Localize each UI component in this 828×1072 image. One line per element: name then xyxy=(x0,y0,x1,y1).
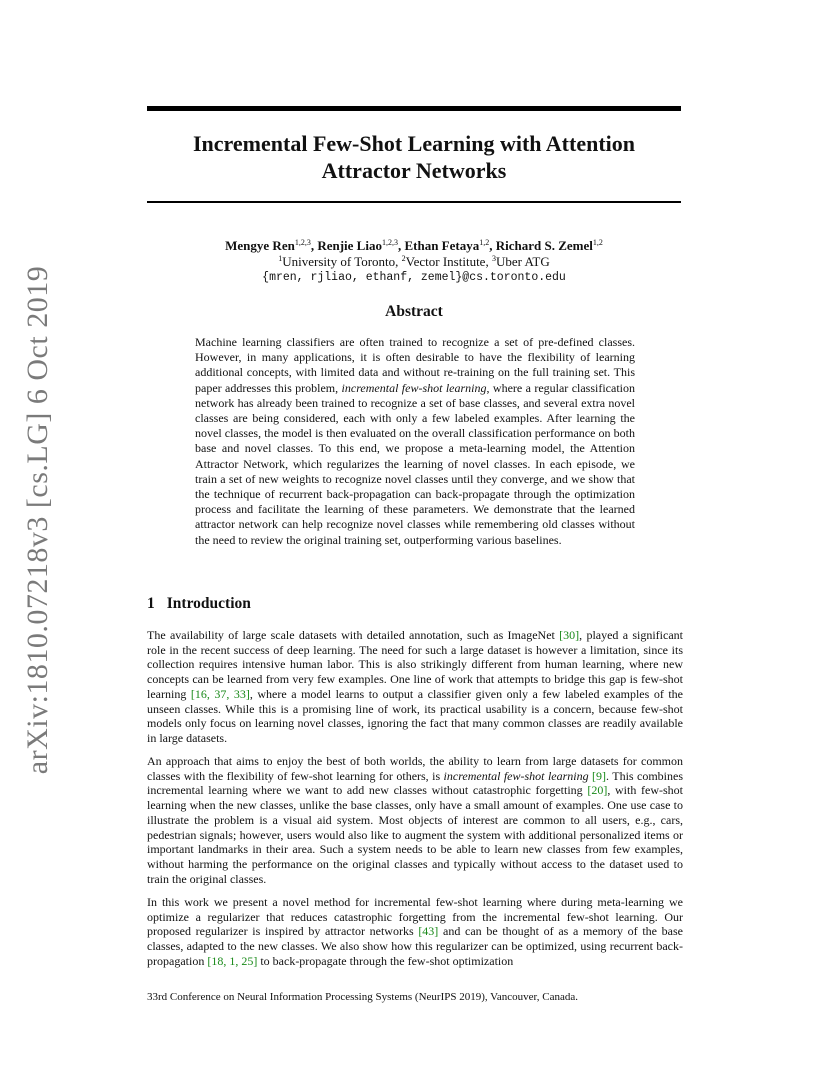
abstract-text xyxy=(195,335,635,548)
paragraph-emphasis: incremental few-shot learning xyxy=(443,768,589,783)
affiliations xyxy=(147,254,681,270)
citation-link[interactable]: [16, 37, 33] xyxy=(190,686,250,701)
title-line-1: Incremental Few-Shot Learning with Attention xyxy=(192,131,636,156)
paragraph-text: , where a model learns to output a classifier given only a few labeled examples of the unseen classes. While this is a promising line of work, its practical usability is a concern, because few-shot models only focus on learning novel classes, ignoring the fact that many common classes are readily available in large datasets. xyxy=(147,686,683,745)
section-heading-introduction xyxy=(147,595,251,613)
abstract-text-part: Machine learning classifiers are often trained to recognize a set of pre-defined classes. However, in many applications, it is often desirable to have the flexibility of learning additional concepts, with limited data and without re-training on the full training set. This paper addresses this problem, xyxy=(195,335,635,395)
author-name: Mengye Ren xyxy=(225,238,295,253)
paragraph-text: The availability of large scale datasets with detailed annotation, such as ImageNet xyxy=(147,628,560,642)
author-affiliation-marks: 1,2,3 xyxy=(381,238,398,247)
abstract-heading: Abstract xyxy=(385,303,443,320)
affiliation: Uber ATG xyxy=(495,254,550,269)
citation-link[interactable]: [43] xyxy=(418,924,439,939)
paragraph-text: , played a significant role in the recent success of deep learning. The need for such a large dataset is however a limitation, since its collection requires intensive human labor. This is also strikingly different from human learning, where new concepts can be learned from very few examples. One line of work that attempts to bridge this gap is few-shot learning xyxy=(147,628,684,701)
section-number: 1 xyxy=(147,595,155,612)
author-block xyxy=(147,238,681,286)
citation-link[interactable]: [18, 1, 25] xyxy=(207,953,258,968)
author-names: Mengye Ren$^{1,2,3}$, Renjie Liao$^{1,2,3}$, Ethan Fetaya$^{1,2}$, Richard S. Zemel$^{1,2}$ xyxy=(225,238,603,253)
intro-paragraph-1 xyxy=(147,628,683,746)
author-name: Renjie Liao xyxy=(317,238,382,253)
paragraph-text: and can be thought of as a memory of the base classes, adapted to the new classes. We also show how this regularizer can be optimized, using recurrent back-propagation xyxy=(147,924,683,968)
author-name: Ethan Fetaya xyxy=(404,238,480,253)
paragraph-text: to back-propagate through the few-shot optimization xyxy=(257,953,514,968)
citation-link[interactable]: [9] xyxy=(592,768,607,783)
intro-paragraph-3 xyxy=(147,895,683,969)
title-rule xyxy=(147,201,681,203)
affiliation-mark: 1 xyxy=(278,254,283,263)
author-name: Richard S. Zemel xyxy=(495,238,593,253)
citation-link[interactable]: [30] xyxy=(559,628,580,642)
top-rule xyxy=(147,106,681,111)
abstract-emphasis: incremental few-shot learning xyxy=(341,380,487,395)
affiliation: University of Toronto, xyxy=(282,254,402,269)
author-affiliation-marks: 1,2 xyxy=(592,238,603,247)
paragraph-text: In this work we present a novel method for incremental few-shot learning where during meta-learning we optimize a regularizer that reduces catastrophic forgetting from the incremental few-shot learning. Our proposed regularizer is inspired by attractor networks xyxy=(147,895,683,939)
paragraph-text: , with few-shot learning when the new classes, unlike the base classes, only have a small amount of examples. One use case to illustrate the problem is a visual aid system. Most objects of interest are common to all users, e.g., cars, pedestrian signals; however, users would also like to augment the system with additional personalized items or important landmarks in their area. Such a system needs to be able to learn new classes from few examples, without harming the performance on the original classes and typically without access to the dataset used to train the original classes. xyxy=(147,783,683,886)
paragraph-text: . This combines incremental learning where we want to add new classes without catastrophic forgetting xyxy=(147,768,684,798)
author-affiliation-marks: 1,2,3 xyxy=(294,238,311,247)
section-title: Introduction xyxy=(166,595,251,612)
paragraph-text: An approach that aims to enjoy the best of both worlds, the ability to learn from large datasets for common classes with the flexibility of few-shot learning for others, is xyxy=(147,754,683,783)
arxiv-identifier-stamp: arXiv:1810.07218v3 [cs.LG] 6 Oct 2019 xyxy=(21,265,54,775)
affiliation-mark: 2 xyxy=(401,254,406,263)
affiliation: Vector Institute, xyxy=(405,254,492,269)
intro-paragraph-2 xyxy=(147,754,683,886)
author-affiliation-marks: 1,2 xyxy=(479,238,490,247)
author-emails: {mren, rjliao, ethanf, zemel}@cs.toronto.edu xyxy=(262,271,566,284)
conference-footnote: 33rd Conference on Neural Information Processing Systems (NeurIPS 2019), Vancouver, Canada. xyxy=(147,991,579,1003)
citation-link[interactable]: [20] xyxy=(587,783,608,798)
affiliation-mark: 3 xyxy=(491,254,496,263)
abstract-text-part: , where a regular classification network has already been trained to recognize a set of base classes, and several extra novel classes are being considered, each with only a few labeled examples. After learning the novel classes, the model is then evaluated on the overall classification performance on both base and novel classes. To this end, we propose a meta-learning model, the Attention Attractor Network, which regularizes the learning of novel classes. In each episode, we train a set of new weights to recognize novel classes until they converge, and we show that the technique of recurrent back-propagation can back-propagate through the optimization process and facilitate the learning of these parameters. We demonstrate that the learned attractor network can help recognize novel classes while remembering old classes without the need to review the original training set, outperforming various baselines. xyxy=(195,380,636,547)
title-line-2: Attractor Networks xyxy=(321,158,507,183)
paper-title xyxy=(147,130,681,184)
